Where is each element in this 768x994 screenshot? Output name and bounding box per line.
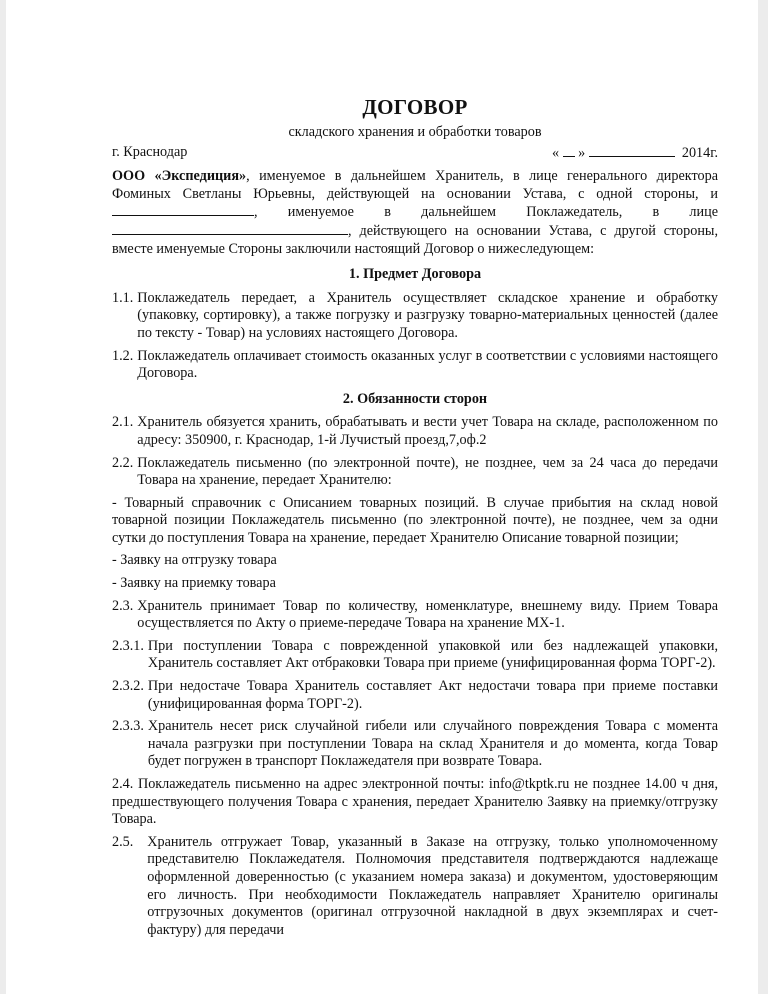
list-item-shipment-request: - Заявку на отгрузку товара [112, 552, 277, 569]
preamble-text-1: , именуемое в дальнейшем Хранитель, в лице генерального директора Фоминых Светланы Юрьевны, действующей на основании Устава, с одной стороны, и [112, 168, 718, 202]
clause-number: 2.3. [112, 597, 134, 614]
clause-2-4: 2.4. Поклажедатель письменно на адрес электронной почты: info@tkptk.ru не позднее 14.00 ч дня, предшествующего получения Товара с хранения, передает Хранителю Заявку на приемку/отгрузку Товара. [112, 776, 718, 828]
representative-blank [112, 222, 348, 235]
clause-text: Хранитель несет риск случайной гибели или случайного повреждения Товара с момента начала разгрузки при поступлении Товара на склад Хранителя и до момента, когда Товар будет погружен в транспорт Поклажедателя при возврате Товара. [147, 718, 718, 770]
clause-number: 2.1. [112, 414, 134, 431]
list-item-receipt-request: - Заявку на приемку товара [112, 575, 276, 592]
clause-text: Хранитель отгружает Товар, указанный в Заказе на отгрузку, только уполномоченному представителю Поклажедателя. Полномочия представителя подтверждаются надлежаще оформленной доверенностью (с указанием номера заказа) и документом, удостоверяющим его личность. При необходимости Поклажедатель направляет Хранителю оригиналы отгрузочных документов (оригинал отгрузочной накладной в двух экземплярах и счет-фактуру) для передачи [147, 833, 718, 938]
preamble-text-2: , именуемое в дальнейшем Поклажедатель, в лице [254, 204, 718, 221]
document-content [112, 94, 718, 944]
clause-2-3-3 [112, 718, 718, 771]
clause-2-1 [112, 414, 718, 449]
clause-number: 1.1. [112, 289, 134, 306]
clause-text: При недостаче Товара Хранитель составляет Акт недостачи товара при приеме поставки (унифицированная форма ТОРГ-2). [147, 678, 718, 712]
clause-2-5 [112, 834, 718, 940]
clause-number: 2.5. [112, 833, 134, 850]
list-item-reference: - Товарный справочник с Описанием товарных позиций. В случае прибытия на склад новой товарной позиции Поклажедатель письменно (по электронной почте), не позднее, чем за одни сутки до поступления Товара на хранение, передает Хранителю Описание товарной позиции; [112, 494, 718, 546]
clause-number: 2.3.3. [112, 718, 144, 735]
clause-2-2 [112, 455, 718, 490]
preamble-text-3: , действующего на основании Устава, с другой стороны, вместе именуемые Стороны заключили настоящий Договор о нижеследующем: [112, 222, 718, 257]
section-2-title: 2. Обязанности сторон [342, 390, 488, 407]
date [552, 144, 718, 163]
document-title: ДОГОВОР [362, 95, 468, 119]
clause-text: При поступлении Товара с поврежденной упаковкой или без надлежащей упаковки, Хранитель составляет Акт отбраковки Товара при приеме (унифицированная форма ТОРГ-2). [147, 637, 718, 672]
document-subtitle: складского хранения и обработки товаров [288, 124, 542, 140]
clause-number: 1.2. [112, 347, 134, 364]
clause-1-1 [112, 290, 718, 343]
year: 2014г. [681, 144, 718, 161]
clause-2-3-2 [112, 678, 718, 713]
city: г. Краснодар [112, 143, 188, 160]
day-blank [563, 144, 575, 157]
clause-text: Хранитель принимает Товар по количеству, номенклатуре, внешнему виду. Прием Товара осуществляется по Акту о приеме-передаче Товара на хранение МХ-1. [137, 597, 718, 632]
date-quote-close: » [578, 144, 586, 161]
clause-text: Поклажедатель передает, а Хранитель осуществляет складское хранение и обработку (упаковку, сортировку), а также погрузку и разгрузку товарно-материальных ценностей (далее по тексту - Товар) на условиях настоящего Договора. [137, 289, 718, 341]
document-page [6, 0, 758, 994]
clause-text: Поклажедатель письменно (по электронной почте), не позднее, чем за 24 часа до передачи Товара на хранение, передает Хранителю: [137, 454, 718, 489]
clause-1-2 [112, 348, 718, 383]
clause-text: Хранитель обязуется хранить, обрабатывать и вести учет Товара на складе, расположенном по адресу: 350900, г. Краснодар, 1-й Лучистый проезд,7,оф.2 [137, 414, 718, 448]
clause-2-3-1 [112, 638, 718, 673]
clause-number: 2.2. [112, 454, 134, 471]
party-name-blank [112, 203, 254, 216]
clause-number: 2.3.1. [112, 637, 144, 654]
section-1-title: 1. Предмет Договора [348, 266, 482, 283]
date-quote-open: « [551, 144, 560, 161]
clause-number: 2.3.2. [112, 678, 144, 695]
clause-2-3 [112, 598, 718, 633]
month-blank [589, 144, 675, 157]
preamble [112, 168, 718, 258]
city-date-line [112, 144, 718, 163]
company-name: ООО «Экспедиция» [112, 168, 247, 185]
clause-text: Поклажедатель оплачивает стоимость оказанных услуг в соответствии с условиями настоящего Договора. [137, 347, 718, 382]
